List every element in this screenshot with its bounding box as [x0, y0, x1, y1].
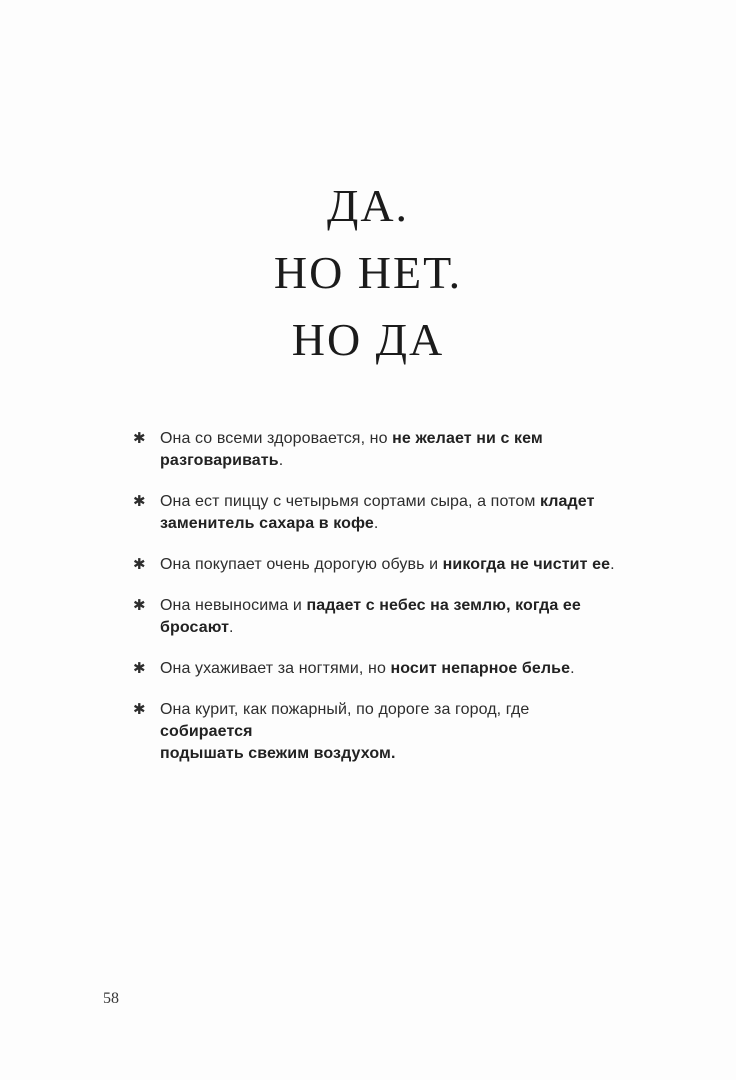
statement-segment: . [373, 515, 379, 532]
statement-text [160, 491, 615, 535]
statement-segment: Она покупает очень дорогую обувь и [160, 556, 443, 573]
statement-text [160, 554, 615, 576]
statement-segment: Она невыносима и [160, 597, 307, 614]
statement-bold-segment: никогда не чистит ее [442, 556, 611, 573]
title-line-2: НО НЕТ. [273, 247, 463, 298]
statement-segment: Она курит, как пожарный, по дороге за город, где [160, 701, 530, 718]
asterisk-bullet-icon: ✱ [133, 660, 146, 677]
title-line-3: НО ДА [291, 314, 445, 365]
statement-bold-segment: носит непарное белье [390, 660, 571, 677]
statement-bold-segment: заменитель сахара в кофе [160, 515, 374, 532]
title-line-1: ДА. [326, 180, 410, 231]
statement-text [160, 658, 615, 680]
statement-bold-segment: падает с небес на землю, когда ее [306, 597, 581, 614]
statement-bold-segment: подышать свежим воздухом. [160, 745, 396, 762]
asterisk-bullet-icon: ✱ [133, 597, 146, 614]
list-item [133, 595, 615, 639]
page-title [0, 172, 736, 373]
asterisk-bullet-icon: ✱ [133, 556, 146, 573]
list-item [133, 428, 615, 472]
statement-bold-segment: не желает ни с кем [392, 430, 543, 447]
statement-text [160, 428, 615, 472]
statement-text [160, 595, 615, 639]
statement-segment: Она ухаживает за ногтями, но [160, 660, 391, 677]
asterisk-bullet-icon: ✱ [133, 701, 146, 718]
asterisk-bullet-icon: ✱ [133, 430, 146, 447]
statement-segment: . [610, 556, 615, 573]
statement-segment: . [278, 452, 284, 469]
statement-list [133, 428, 615, 784]
statement-segment: Она ест пиццу с четырьмя сортами сыра, а потом [160, 493, 540, 510]
page-number: 58 [103, 990, 119, 1007]
list-item [133, 699, 615, 765]
list-item [133, 658, 615, 680]
statement-bold-segment: разговаривать [160, 452, 279, 469]
statement-segment: . [229, 619, 234, 636]
asterisk-bullet-icon: ✱ [133, 493, 146, 510]
statement-segment: Она со всеми здоровается, но [160, 430, 393, 447]
statement-bold-segment: кладет [539, 493, 595, 510]
list-item [133, 554, 615, 576]
statement-segment: . [570, 660, 575, 677]
statement-bold-segment: бросают [160, 619, 230, 636]
statement-text [160, 699, 615, 765]
list-item [133, 491, 615, 535]
statement-bold-segment: собирается [160, 723, 253, 740]
